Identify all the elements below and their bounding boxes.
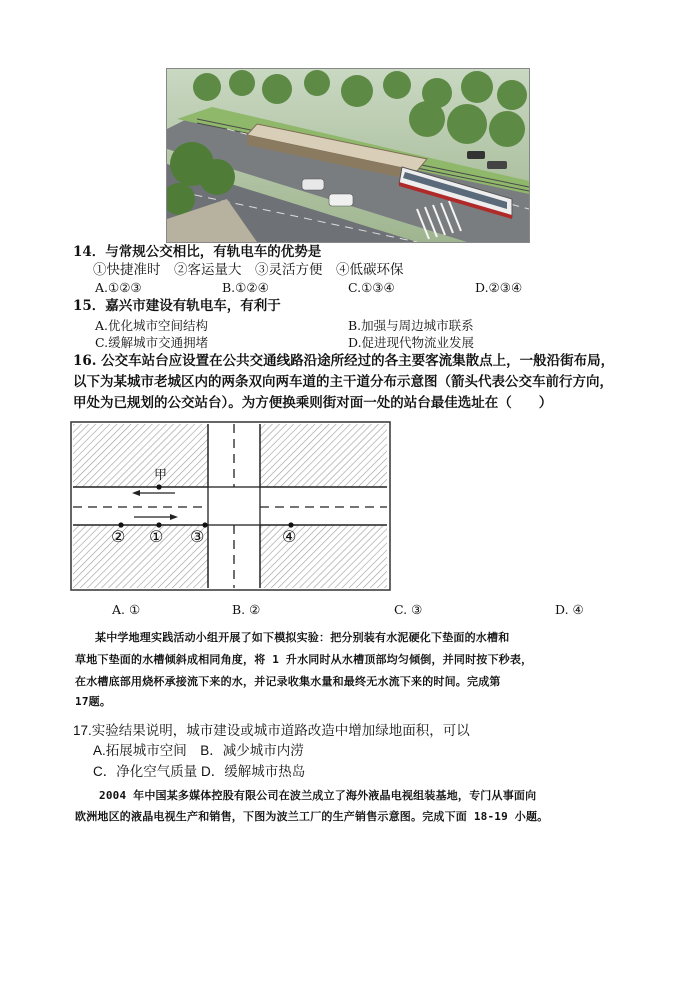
q14-option-b[interactable]: B.①②④ [222, 280, 269, 295]
stop-2-label: ② [111, 529, 126, 546]
q14-option-d[interactable]: D.②③④ [475, 280, 523, 295]
passage-line1: 2004 年中国某多媒体控股有限公司在波兰成立了海外液晶电视组装基地，专门从事面向 [99, 789, 537, 802]
experiment-line4: 17题。 [75, 695, 112, 708]
q15-option-a[interactable]: A.优化城市空间结构 [95, 318, 209, 333]
q17-options-ab[interactable]: A.拓展城市空间 B．减少城市内涝 [93, 743, 304, 758]
q16-option-a[interactable]: A. ① [112, 602, 141, 617]
stop-3-label: ③ [190, 529, 205, 546]
q16-option-c[interactable]: C. ③ [394, 602, 423, 617]
q14-option-c[interactable]: C.①③④ [348, 280, 395, 295]
q16-option-b[interactable]: B. ② [232, 602, 261, 617]
experiment-line3: 在水槽底部用烧杯承接流下来的水，并记录收集水量和最终无水流下来的时间。完成第 [75, 675, 501, 688]
q14-choices: ①快捷准时 ②客运量大 ③灵活方便 ④低碳环保 [93, 262, 404, 278]
road-diagram [70, 421, 391, 591]
q15-option-d[interactable]: D.促进现代物流业发展 [348, 335, 475, 350]
q16-stem-line1: 16. 公交车站台应设置在公共交通线路沿途所经过的各主要客流集散点上，一般沿街布局， [73, 353, 615, 369]
q17-options-cd[interactable]: C．净化空气质量 D．缓解城市热岛 [93, 764, 306, 779]
q16-stem-line2: 以下为某城市老城区内的两条双向两车道的主干道分布示意图（箭头代表公交车前行方向， [73, 374, 613, 390]
q15-option-b[interactable]: B.加强与周边城市联系 [348, 318, 474, 333]
q14-option-a[interactable]: A.①②③ [95, 280, 142, 295]
q16-stem-line3: 甲处为已规划的公交站台）。为方便换乘则街对面一处的站台最佳选址在（ ） [73, 395, 553, 411]
stop-4-label: ④ [282, 529, 297, 546]
q14-stem: 14．与常规公交相比，有轨电车的优势是 [73, 244, 322, 260]
passage-line2: 欧洲地区的液晶电视生产和销售，下图为波兰工厂的生产销售示意图。完成下面 18-19 小题。 [75, 810, 549, 823]
stop-jia-label: 甲 [154, 467, 168, 482]
experiment-line1: 某中学地理实践活动小组开展了如下模拟实验：把分别装有水泥硬化下垫面的水槽和 [95, 631, 510, 644]
stop-1-label: ① [149, 529, 164, 546]
q15-option-c[interactable]: C.缓解城市交通拥堵 [95, 335, 209, 350]
q17-stem: 17.实验结果说明，城市建设或城市道路改造中增加绿地面积，可以 [73, 723, 470, 738]
q16-option-d[interactable]: D. ④ [555, 602, 584, 617]
q15-stem: 15．嘉兴市建设有轨电车，有利于 [73, 298, 281, 314]
tram-illustration [166, 68, 530, 243]
experiment-line2: 草地下垫面的水槽倾斜成相同角度，将 1 升水同时从水槽顶部均匀倾倒，并同时按下秒表， [75, 653, 533, 666]
